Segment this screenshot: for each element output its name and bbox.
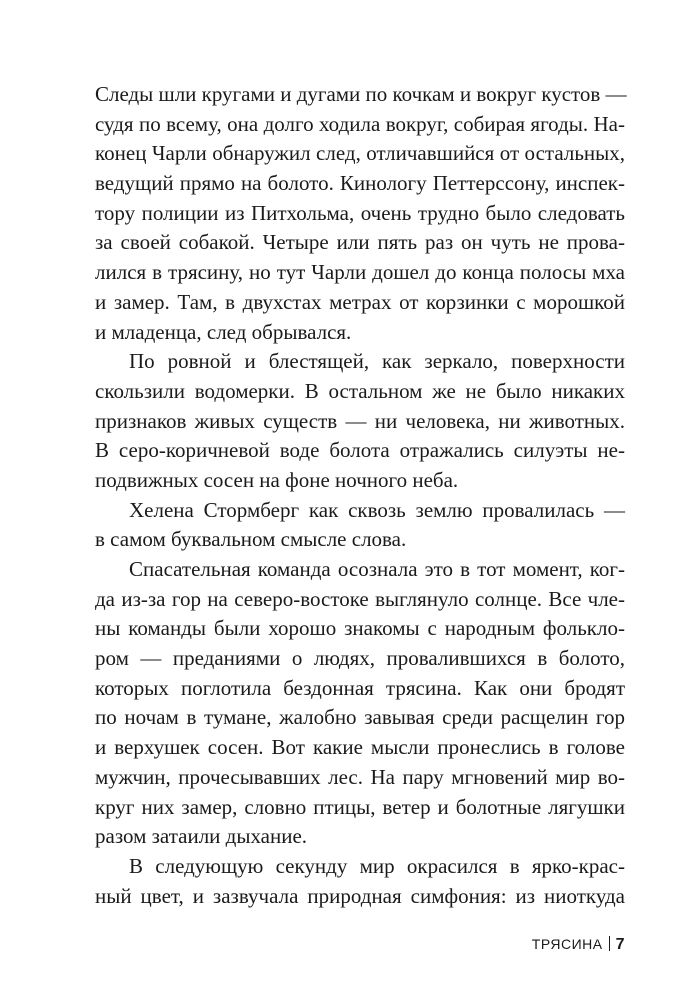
paragraph: [95, 496, 625, 555]
text-line: признаков живых существ — ни человека, ни животных.: [95, 408, 625, 433]
paragraph: [95, 347, 625, 495]
paragraph: [95, 852, 625, 911]
text-line: разом затаили дыхание.: [95, 824, 308, 849]
running-title: ТРЯСИНА: [531, 936, 603, 952]
text-line: По ровной и блестящей, как зеркало, поверхности: [129, 349, 625, 374]
page-number: 7: [615, 936, 625, 953]
text-line: и младенца, след обрывался.: [95, 319, 352, 344]
text-line: тору полиции из Питхольма, очень трудно было следовать: [95, 200, 625, 225]
text-line: лился в трясину, но тут Чарли дошел до конца полосы мха: [95, 260, 625, 285]
text-line: подвижных сосен на фоне ночного неба.: [95, 467, 459, 492]
paragraph: [95, 80, 625, 347]
text-line: В следующую секунду мир окрасился в ярко-крас-: [129, 853, 625, 878]
text-line: которых поглотила бездонная трясина. Как они бродят: [95, 675, 625, 700]
text-line: Следы шли кругами и дугами по кочкам и вокруг кустов —: [95, 82, 627, 106]
text-line: Спасательная команда осознала это в тот момент, ког-: [129, 557, 625, 581]
text-line: и замер. Там, в двухстах метрах от корзинки с морошкой: [95, 289, 625, 314]
text-line: ны команды были хорошо знакомы с народным фолькло-: [95, 616, 625, 641]
text-line: конец Чарли обнаружил след, отличавшийся от остальных,: [95, 141, 625, 166]
text-line: Хелена Стормберг как сквозь землю провалилась —: [129, 497, 625, 522]
paragraph: [95, 555, 625, 852]
text-line: по ночам в тумане, жалобно завывая среди расщелин гор: [95, 705, 625, 730]
text-line: за своей собакой. Четыре или пять раз он чуть не прова-: [95, 230, 625, 255]
text-line: ный цвет, и зазвучала природная симфония: из ниоткуда: [95, 883, 625, 908]
footer-separator: [609, 936, 610, 951]
text-line: в самом буквальном смысле слова.: [95, 527, 407, 552]
text-line: скользили водомерки. В остальном же не было никаких: [95, 378, 625, 403]
page-footer: [532, 936, 625, 954]
text-line: и верхушек сосен. Вот какие мысли пронеслись в голове: [95, 735, 625, 760]
text-line: ром — преданиями о людях, провалившихся в болото,: [95, 646, 625, 671]
text-line: судя по всему, она долго ходила вокруг, собирая ягоды. На-: [95, 111, 625, 136]
text-line: круг них замер, словно птицы, ветер и болотные лягушки: [95, 794, 625, 819]
text-line: да из-за гор на северо-востоке выглянуло солнце. Все чле-: [95, 586, 625, 611]
text-line: В серо-коричневой воде болота отражались силуэты не-: [95, 438, 625, 463]
text-line: мужчин, прочесывавших лес. На пару мгновений мир во-: [95, 764, 625, 789]
text-line: ведущий прямо на болото. Кинологу Петтерссону, инспек-: [95, 171, 625, 196]
body-text: [95, 80, 625, 911]
